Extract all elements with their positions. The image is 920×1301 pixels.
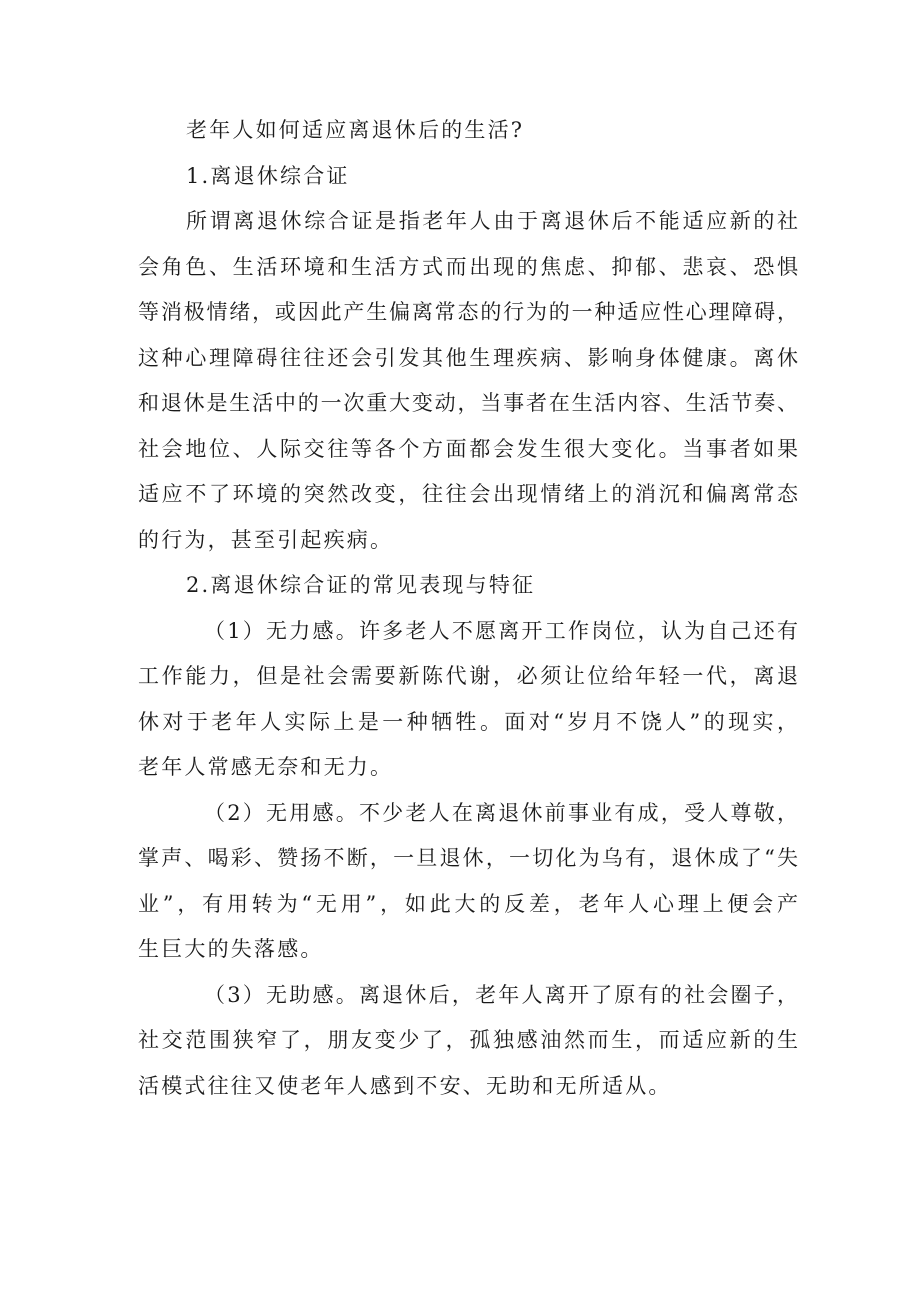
paragraph-line: 和退休是生活中的一次重大变动，当事者在生活内容、生活节奏、	[138, 391, 798, 415]
item-1-line: （1）无力感。许多老人不愿离开工作岗位，认为自己还有	[204, 618, 798, 643]
paragraph-line: 适应不了环境的突然改变，往往会出现情绪上的消沉和偏离常态	[138, 482, 798, 506]
item-2-line: 生巨大的失落感。	[138, 937, 324, 961]
item-3-line: 活模式往往又使老年人感到不安、无助和无所适从。	[138, 1073, 672, 1098]
item-2-line: 掌声、喝彩、赞扬不断，一旦退休，一切化为乌有，退休成了“失	[138, 846, 798, 870]
section-1-heading: 1.离退休综合证	[186, 163, 350, 188]
paragraph-line: 的行为，甚至引起疾病。	[138, 527, 394, 552]
paragraph-line: 所谓离退休综合证是指老年人由于离退休后不能适应新的社	[186, 209, 798, 233]
item-3-line: 社交范围狭窄了，朋友变少了，孤独感油然而生，而适应新的生	[138, 1028, 798, 1052]
paragraph-line: 社会地位、人际交往等各个方面都会发生很大变化。当事者如果	[138, 436, 798, 461]
item-1-line: 工作能力，但是社会需要新陈代谢，必须让位给年轻一代，离退	[138, 664, 798, 688]
document-title: 老年人如何适应离退休后的生活?	[186, 118, 525, 142]
section-2-heading: 2.离退休综合证的常见表现与特征	[186, 573, 536, 597]
paragraph-line: 会角色、生活环境和生活方式而出现的焦虑、抑郁、悲哀、恐惧	[138, 254, 798, 279]
item-1-line: 老年人常感无奈和无力。	[138, 755, 394, 779]
item-1-line: 休对于老年人实际上是一种牺牲。面对“岁月不饶人”的现实，	[138, 709, 798, 734]
item-3-line: （3）无助感。离退休后，老年人离开了原有的社会圈子，	[204, 982, 798, 1007]
item-2-line: （2）无用感。不少老人在离退休前事业有成，受人尊敬，	[204, 800, 798, 825]
paragraph-line: 这种心理障碍往往还会引发其他生理疾病、影响身体健康。离休	[138, 345, 798, 370]
item-2-line: 业”，有用转为“无用”，如此大的反差，老年人心理上便会产	[138, 891, 798, 916]
paragraph-line: 等消极情绪，或因此产生偏离常态的行为的一种适应性心理障碍，	[138, 300, 798, 324]
document-body	[138, 108, 798, 1109]
